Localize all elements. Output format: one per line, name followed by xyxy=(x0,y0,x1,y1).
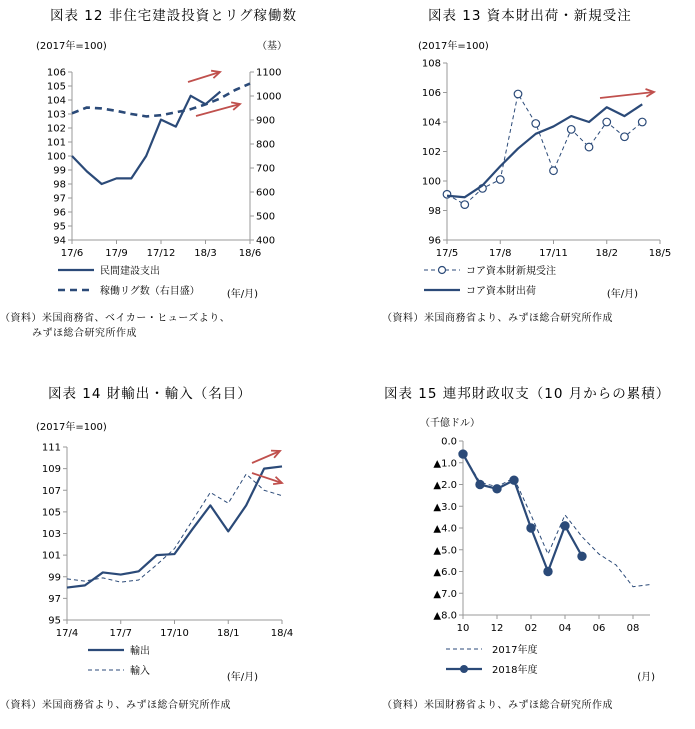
y-tick-label: 106 xyxy=(421,88,441,99)
data-point xyxy=(578,552,586,560)
y-tick-label: 101 xyxy=(41,550,61,562)
x-tick-label: 18/4 xyxy=(270,628,294,639)
legend-label: コア資本財新規受注 xyxy=(466,266,556,277)
x-tick-label: 10 xyxy=(456,623,470,634)
index-label: (2017年=100) xyxy=(418,41,489,52)
y2-tick-label: 700 xyxy=(256,163,276,175)
y-tick-label: 97 xyxy=(53,193,66,205)
x-tick-label: 18/2 xyxy=(595,248,618,259)
chart-title: 図表 14 財輸出・輸入（名目） xyxy=(48,386,252,402)
y-tick-label: 105 xyxy=(46,81,66,93)
source-line: （資料）米国財務省より、みずほ総合研究所作成 xyxy=(382,700,613,711)
x-tick-label: 18/3 xyxy=(194,248,217,259)
x-tick-label: 08 xyxy=(626,623,640,634)
chart-title: 図表 12 非住宅建設投資とリグ稼働数 xyxy=(50,8,297,24)
x-tick-label: 17/7 xyxy=(109,628,132,639)
index-label: (2017年=100) xyxy=(36,422,107,433)
data-point xyxy=(544,567,552,575)
y-tick-label: 97 xyxy=(48,593,61,605)
y-tick-label: 98 xyxy=(428,206,441,217)
x-tick-label: 17/6 xyxy=(60,248,84,259)
y-tick-label: 101 xyxy=(46,137,66,149)
x-tick-label: 17/12 xyxy=(146,248,176,259)
y2-unit-label: （基） xyxy=(257,41,287,52)
x-tick-label: 17/5 xyxy=(435,248,459,259)
y2-tick-label: 1100 xyxy=(256,67,282,79)
x-tick-label: 17/10 xyxy=(160,628,189,639)
legend-label: 輸出 xyxy=(130,646,150,657)
y-tick-label: 111 xyxy=(41,442,61,454)
x-tick-label: 06 xyxy=(592,623,606,634)
y-tick-label: 94 xyxy=(53,235,66,247)
y-tick-label: 103 xyxy=(46,109,66,121)
x-tick-label: 17/11 xyxy=(539,248,568,259)
y-tick-label: 99 xyxy=(53,165,66,177)
y-tick-label: 96 xyxy=(428,235,441,247)
legend-label: 2017年度 xyxy=(492,645,538,656)
data-point xyxy=(527,524,535,532)
y-tick-label: ▲5.0 xyxy=(433,545,457,557)
y-tick-label: 0.0 xyxy=(441,436,457,448)
x-tick-label: 02 xyxy=(524,623,538,634)
y-tick-label: ▲3.0 xyxy=(433,501,457,513)
source-line: みずほ総合研究所作成 xyxy=(32,328,137,339)
chart-title: 図表 15 連邦財政収支（10 月からの累積） xyxy=(384,386,671,402)
x-tick-label: 17/9 xyxy=(105,248,128,259)
y-tick-label: 100 xyxy=(421,176,441,188)
x-tick-label: 17/8 xyxy=(489,248,512,259)
legend-marker xyxy=(460,665,468,673)
y-tick-label: ▲7.0 xyxy=(433,588,457,600)
data-point xyxy=(561,522,569,530)
y-tick-label: 98 xyxy=(53,179,66,191)
y-tick-label: 99 xyxy=(48,572,61,584)
legend-label: 民間建設支出 xyxy=(100,266,160,277)
x-unit-label: (月) xyxy=(637,672,655,683)
x-unit-label: (年/月) xyxy=(226,672,258,683)
y-tick-label: 102 xyxy=(421,147,441,158)
x-tick-label: 18/6 xyxy=(238,248,262,259)
y-tick-label: 96 xyxy=(53,207,66,219)
x-unit-label: (年/月) xyxy=(226,289,258,300)
x-unit-label: (年/月) xyxy=(606,289,638,300)
y2-tick-label: 1000 xyxy=(256,91,282,103)
data-point xyxy=(476,480,484,488)
source-line: （資料）米国商務省より、みずほ総合研究所作成 xyxy=(382,313,613,324)
source-note xyxy=(382,698,613,713)
y2-tick-label: 600 xyxy=(256,187,276,199)
y-tick-label: 95 xyxy=(53,221,66,233)
y2-tick-label: 500 xyxy=(256,211,276,223)
series-line xyxy=(463,454,650,587)
y-tick-label: ▲8.0 xyxy=(433,610,457,622)
y-tick-label: ▲6.0 xyxy=(433,567,457,578)
series-line xyxy=(463,454,582,571)
legend-label: コア資本財出荷 xyxy=(466,286,536,297)
y-tick-label: ▲2.0 xyxy=(433,480,457,491)
x-tick-label: 12 xyxy=(490,623,504,634)
y-tick-label: 105 xyxy=(41,507,61,519)
y-tick-label: 109 xyxy=(41,464,61,476)
index-label: (2017年=100) xyxy=(36,41,107,52)
legend-label: 輸入 xyxy=(130,666,150,677)
y-tick-label: 100 xyxy=(46,151,66,163)
x-tick-label: 18/1 xyxy=(217,628,240,639)
y-tick-label: 102 xyxy=(46,123,66,135)
unit-label: （千億ドル） xyxy=(420,418,480,429)
y-tick-label: ▲4.0 xyxy=(433,523,457,535)
y2-tick-label: 800 xyxy=(256,139,276,151)
y-tick-label: 104 xyxy=(46,95,66,107)
y-tick-label: 107 xyxy=(41,485,61,497)
y2-tick-label: 900 xyxy=(256,115,276,127)
chart-title: 図表 13 資本財出荷・新規受注 xyxy=(428,8,632,24)
data-point xyxy=(493,485,501,493)
source-line: （資料）米国商務省より、みずほ総合研究所作成 xyxy=(0,700,231,711)
y-tick-label: 103 xyxy=(41,529,61,540)
data-point xyxy=(510,476,518,484)
y-tick-label: 95 xyxy=(48,615,61,627)
y-tick-label: 106 xyxy=(46,67,66,79)
x-tick-label: 17/4 xyxy=(55,628,79,639)
y-tick-label: 104 xyxy=(421,117,441,129)
data-point xyxy=(459,450,467,458)
y-tick-label: ▲1.0 xyxy=(433,458,457,470)
y-tick-label: 108 xyxy=(421,58,441,70)
y2-tick-label: 400 xyxy=(256,235,276,247)
legend-label: 稼働リグ数（右目盛） xyxy=(100,286,200,297)
x-tick-label: 18/5 xyxy=(648,248,672,259)
x-tick-label: 04 xyxy=(558,623,572,634)
source-line: （資料）米国商務省、ベイカー・ヒューズより、 xyxy=(0,313,231,324)
legend-label: 2018年度 xyxy=(492,665,538,676)
